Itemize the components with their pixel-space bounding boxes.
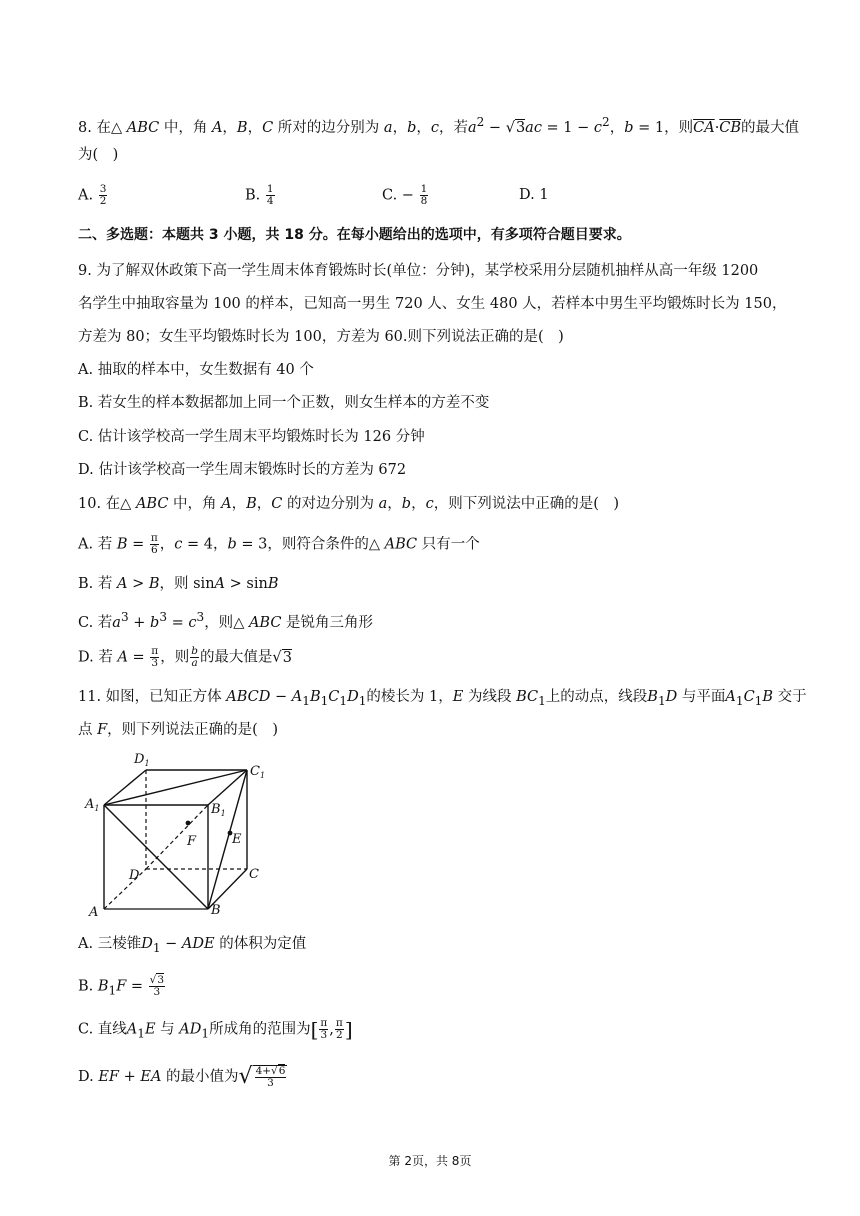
- cube-figure: [80, 745, 280, 925]
- q8-option-a: A. $\frac{3}{2}$: [78, 183, 107, 207]
- q11-stem-line1: 11. 如图，已知正方体 ABCD − $A_1B_1C_1D_1$的棱长为 1，E 为线段 $BC_1$上的动点，线段$B_1D$ 与平面$A_1C_1B$ 交于: [78, 689, 807, 708]
- q9-stem-line1: 9. 为了解双休政策下高一学生周末体育锻炼时长(单位：分钟)，某学校采用分层随机抽样从高一年级 1200: [78, 263, 759, 279]
- point-f: [186, 821, 191, 826]
- q9-stem-line3: 方差为 80；女生平均锻炼时长为 100，方差为 60.则下列说法正确的是( ): [78, 329, 564, 345]
- q10-option-a: A. 若 B = $\frac{\pi}{6}$ ，c = 4，b = 3，则符合条件的△ ABC 只有一个: [78, 532, 480, 556]
- q10-option-c: C. 若$a^3 + b^3 = c^3$，则△ ABC 是锐角三角形: [78, 610, 374, 631]
- q9-option-a: A. 抽取的样本中，女生数据有 40 个: [78, 362, 314, 378]
- q8-option-d: D. 1: [519, 187, 549, 203]
- label-d1: $D_1$: [134, 752, 150, 768]
- q11-option-c: C. 直线$A_1E$ 与 $AD_1$所成角的范围为[ $\frac{\pi}{3}$ , $\frac{\pi}{2}$ ]: [78, 1017, 353, 1042]
- label-c1: $C_1$: [250, 764, 266, 780]
- q11-option-d: D. EF + EA 的最小值为√ $\frac{4+√6}{3}$: [78, 1064, 286, 1089]
- q11-option-b: B. $B_1F$ = $\frac{√3}{3}$: [78, 974, 165, 998]
- label-e: E: [232, 832, 242, 847]
- q8-stem-line1: 8. 在△ ABC 中，角 A，B，C 所对的边分别为 a，b，c，若$a^2 - √3ac = 1 - c^2$，b = 1，则$\overline{CA}\cdot\overline{CB}$的最大值: [78, 115, 800, 136]
- q9-stem-line2: 名学生中抽取容量为 100 的样本，已知高一男生 720 人、女生 480 人，若样本中男生平均锻炼时长为 150，: [78, 296, 787, 312]
- label-a: A: [89, 905, 99, 920]
- q9-option-d: D. 估计该学校高一学生周末锻炼时长的方差为 672: [78, 462, 407, 478]
- page-footer: 第 2页，共 8页: [388, 1154, 472, 1168]
- q10-stem: 10. 在△ ABC 中，角 A，B，C 的对边分别为 a，b，c，则下列说法中正确的是( ): [78, 496, 620, 512]
- section-heading: 二、多选题：本题共 3 小题，共 18 分。在每小题给出的选项中，有多项符合题目要求。: [78, 227, 631, 243]
- label-c: C: [249, 867, 259, 882]
- label-f: F: [187, 834, 197, 849]
- label-b1: $B_1$: [211, 802, 226, 818]
- q9-option-c: C. 估计该学校高一学生周末平均锻炼时长为 126 分钟: [78, 429, 425, 445]
- q10-option-d: D. 若 A = $\frac{\pi}{3}$ ，则 $\frac{b}{a}$ 的最大值是√3: [78, 645, 292, 669]
- q11-stem-line2: 点 F，则下列说法正确的是( ): [78, 722, 278, 738]
- q8-option-c: C. − $\frac{1}{8}$: [382, 183, 428, 207]
- q8-stem-line2: 为( ): [78, 147, 119, 163]
- label-b: B: [211, 903, 221, 918]
- q9-option-b: B. 若女生的样本数据都加上同一个正数，则女生样本的方差不变: [78, 395, 490, 411]
- q11-option-a: A. 三棱锥$D_1$ − ADE 的体积为定值: [78, 936, 307, 955]
- q8-option-b: B. $\frac{1}{4}$: [245, 183, 274, 207]
- q10-option-b: B. 若 A > B，则 sinA > sinB: [78, 576, 279, 592]
- label-a1: $A_1$: [85, 797, 100, 813]
- label-d: D: [129, 868, 140, 883]
